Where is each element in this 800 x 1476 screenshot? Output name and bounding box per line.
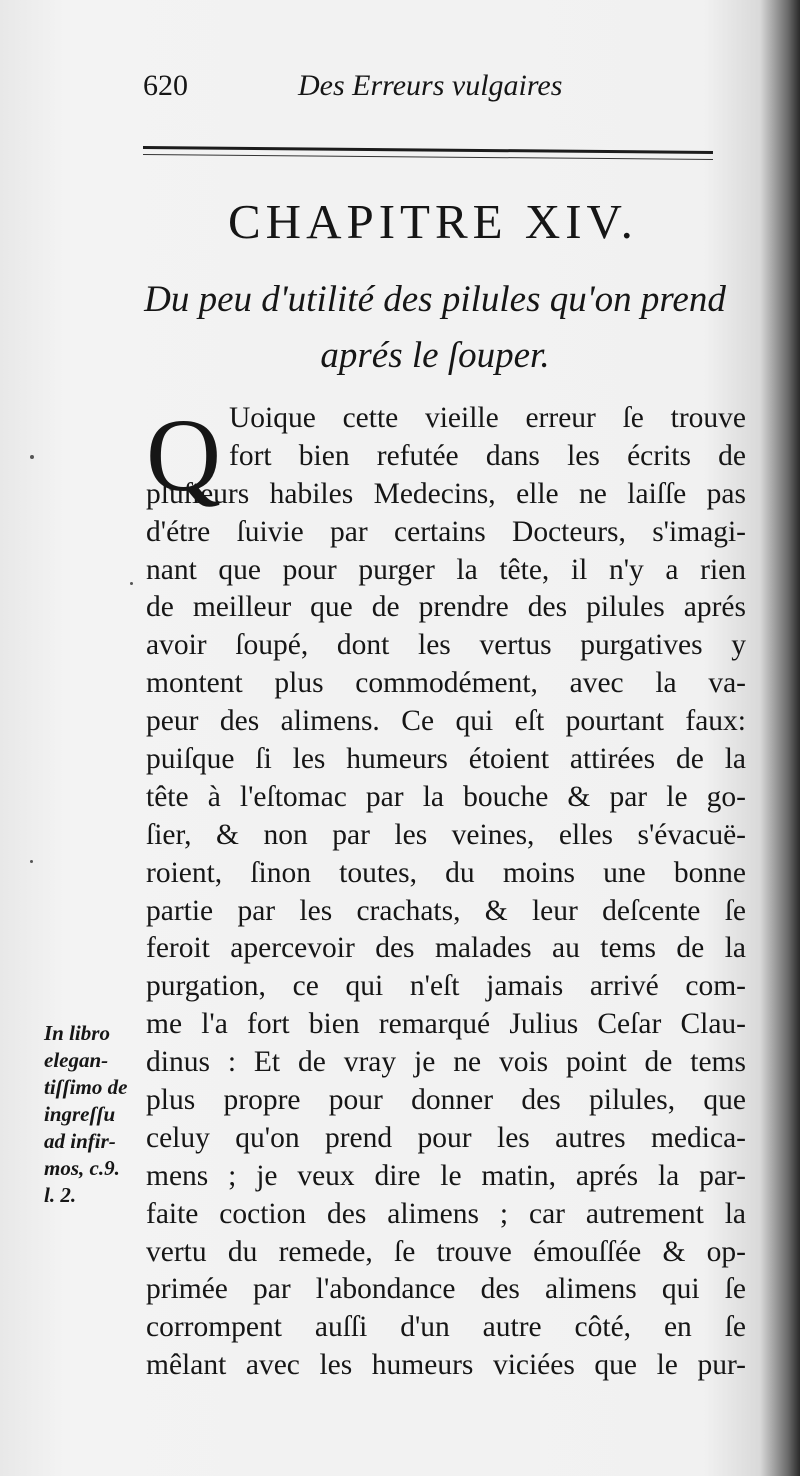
text-line: mens ; je veux dire le matin, aprés la par- [146, 1159, 746, 1192]
text-line: corrompent auſſi d'un autre côté, en ſe [146, 1311, 746, 1344]
paper-speck [130, 582, 133, 585]
margin-note-line: ad infir- [44, 1129, 116, 1153]
margin-note-line: tiſſimo de [44, 1075, 128, 1099]
text-line: celuy qu'on prend pour les autres medica- [146, 1121, 746, 1154]
running-title: Des Erreurs vulgaires [298, 69, 563, 102]
text-line: feroit apercevoir des malades au tems de la [146, 932, 746, 965]
drop-cap: Q [146, 398, 222, 513]
text-line: pluſieurs habiles Medecins, elle ne laiſſe pas [146, 477, 746, 510]
margin-note-line: elegan- [44, 1048, 109, 1072]
text-line: faite coction des alimens ; car autrement la [146, 1197, 746, 1230]
margin-note-line: In libro [44, 1021, 110, 1045]
text-line: de meilleur que de prendre des pilules aprés [146, 591, 746, 624]
margin-note-line: l. 2. [44, 1183, 77, 1207]
text-line: d'étre ſuivie par certains Docteurs, s'imagi- [146, 515, 746, 548]
chapter-title: CHAPITRE XIV. [228, 194, 638, 249]
chapter-subtitle [135, 272, 735, 384]
text-line: tête à l'eſtomac par la bouche & par le go- [146, 780, 746, 813]
text-line: me l'a fort bien remarqué Julius Ceſar Clau- [146, 1008, 746, 1041]
text-line: puiſque ſi les humeurs étoient attirées de la [146, 743, 746, 776]
margin-note-line: mos, c.9. [44, 1156, 120, 1180]
header-rule-thin [143, 154, 713, 160]
paper-speck [30, 455, 34, 459]
text-line: peur des alimens. Ce qui eſt pourtant faux: [146, 705, 746, 738]
subtitle-line: aprés le ſouper. [320, 335, 550, 376]
text-line: purgation, ce qui n'eſt jamais arrivé com- [146, 970, 746, 1003]
subtitle-line: Du peu d'utilité des pilules qu'on prend [144, 279, 726, 320]
text-line: avoir ſoupé, dont les vertus purgatives y [146, 629, 746, 662]
text-line: Uoique cette vieille erreur ſe trouve [229, 402, 746, 434]
text-line: montent plus commodément, avec la va- [146, 667, 746, 700]
text-line: dinus : Et de vray je ne vois point de tems [146, 1046, 746, 1079]
paper-speck [30, 860, 33, 863]
body-text [146, 400, 746, 1385]
text-line: ſier, & non par les veines, elles s'évacuë- [146, 818, 746, 851]
text-line: roient, ſinon toutes, du moins une bonne [146, 856, 746, 889]
margin-note-line: ingreſſu [44, 1102, 116, 1126]
text-line: mêlant avec les humeurs viciées que le pur- [146, 1349, 746, 1382]
text-line: vertu du remede, ſe trouve émouſſée & op- [146, 1235, 746, 1268]
text-line: plus propre pour donner des pilules, que [146, 1084, 746, 1117]
text-line: partie par les crachats, & leur deſcente ſe [146, 894, 746, 927]
margin-note [44, 1020, 138, 1209]
text-line: nant que pour purger la tête, il n'y a rien [146, 553, 746, 586]
header-rule [143, 146, 713, 154]
text-line: fort bien refutée dans les écrits de [229, 439, 746, 472]
page-number: 620 [143, 69, 188, 102]
text-line: primée par l'abondance des alimens qui ſe [146, 1273, 746, 1306]
